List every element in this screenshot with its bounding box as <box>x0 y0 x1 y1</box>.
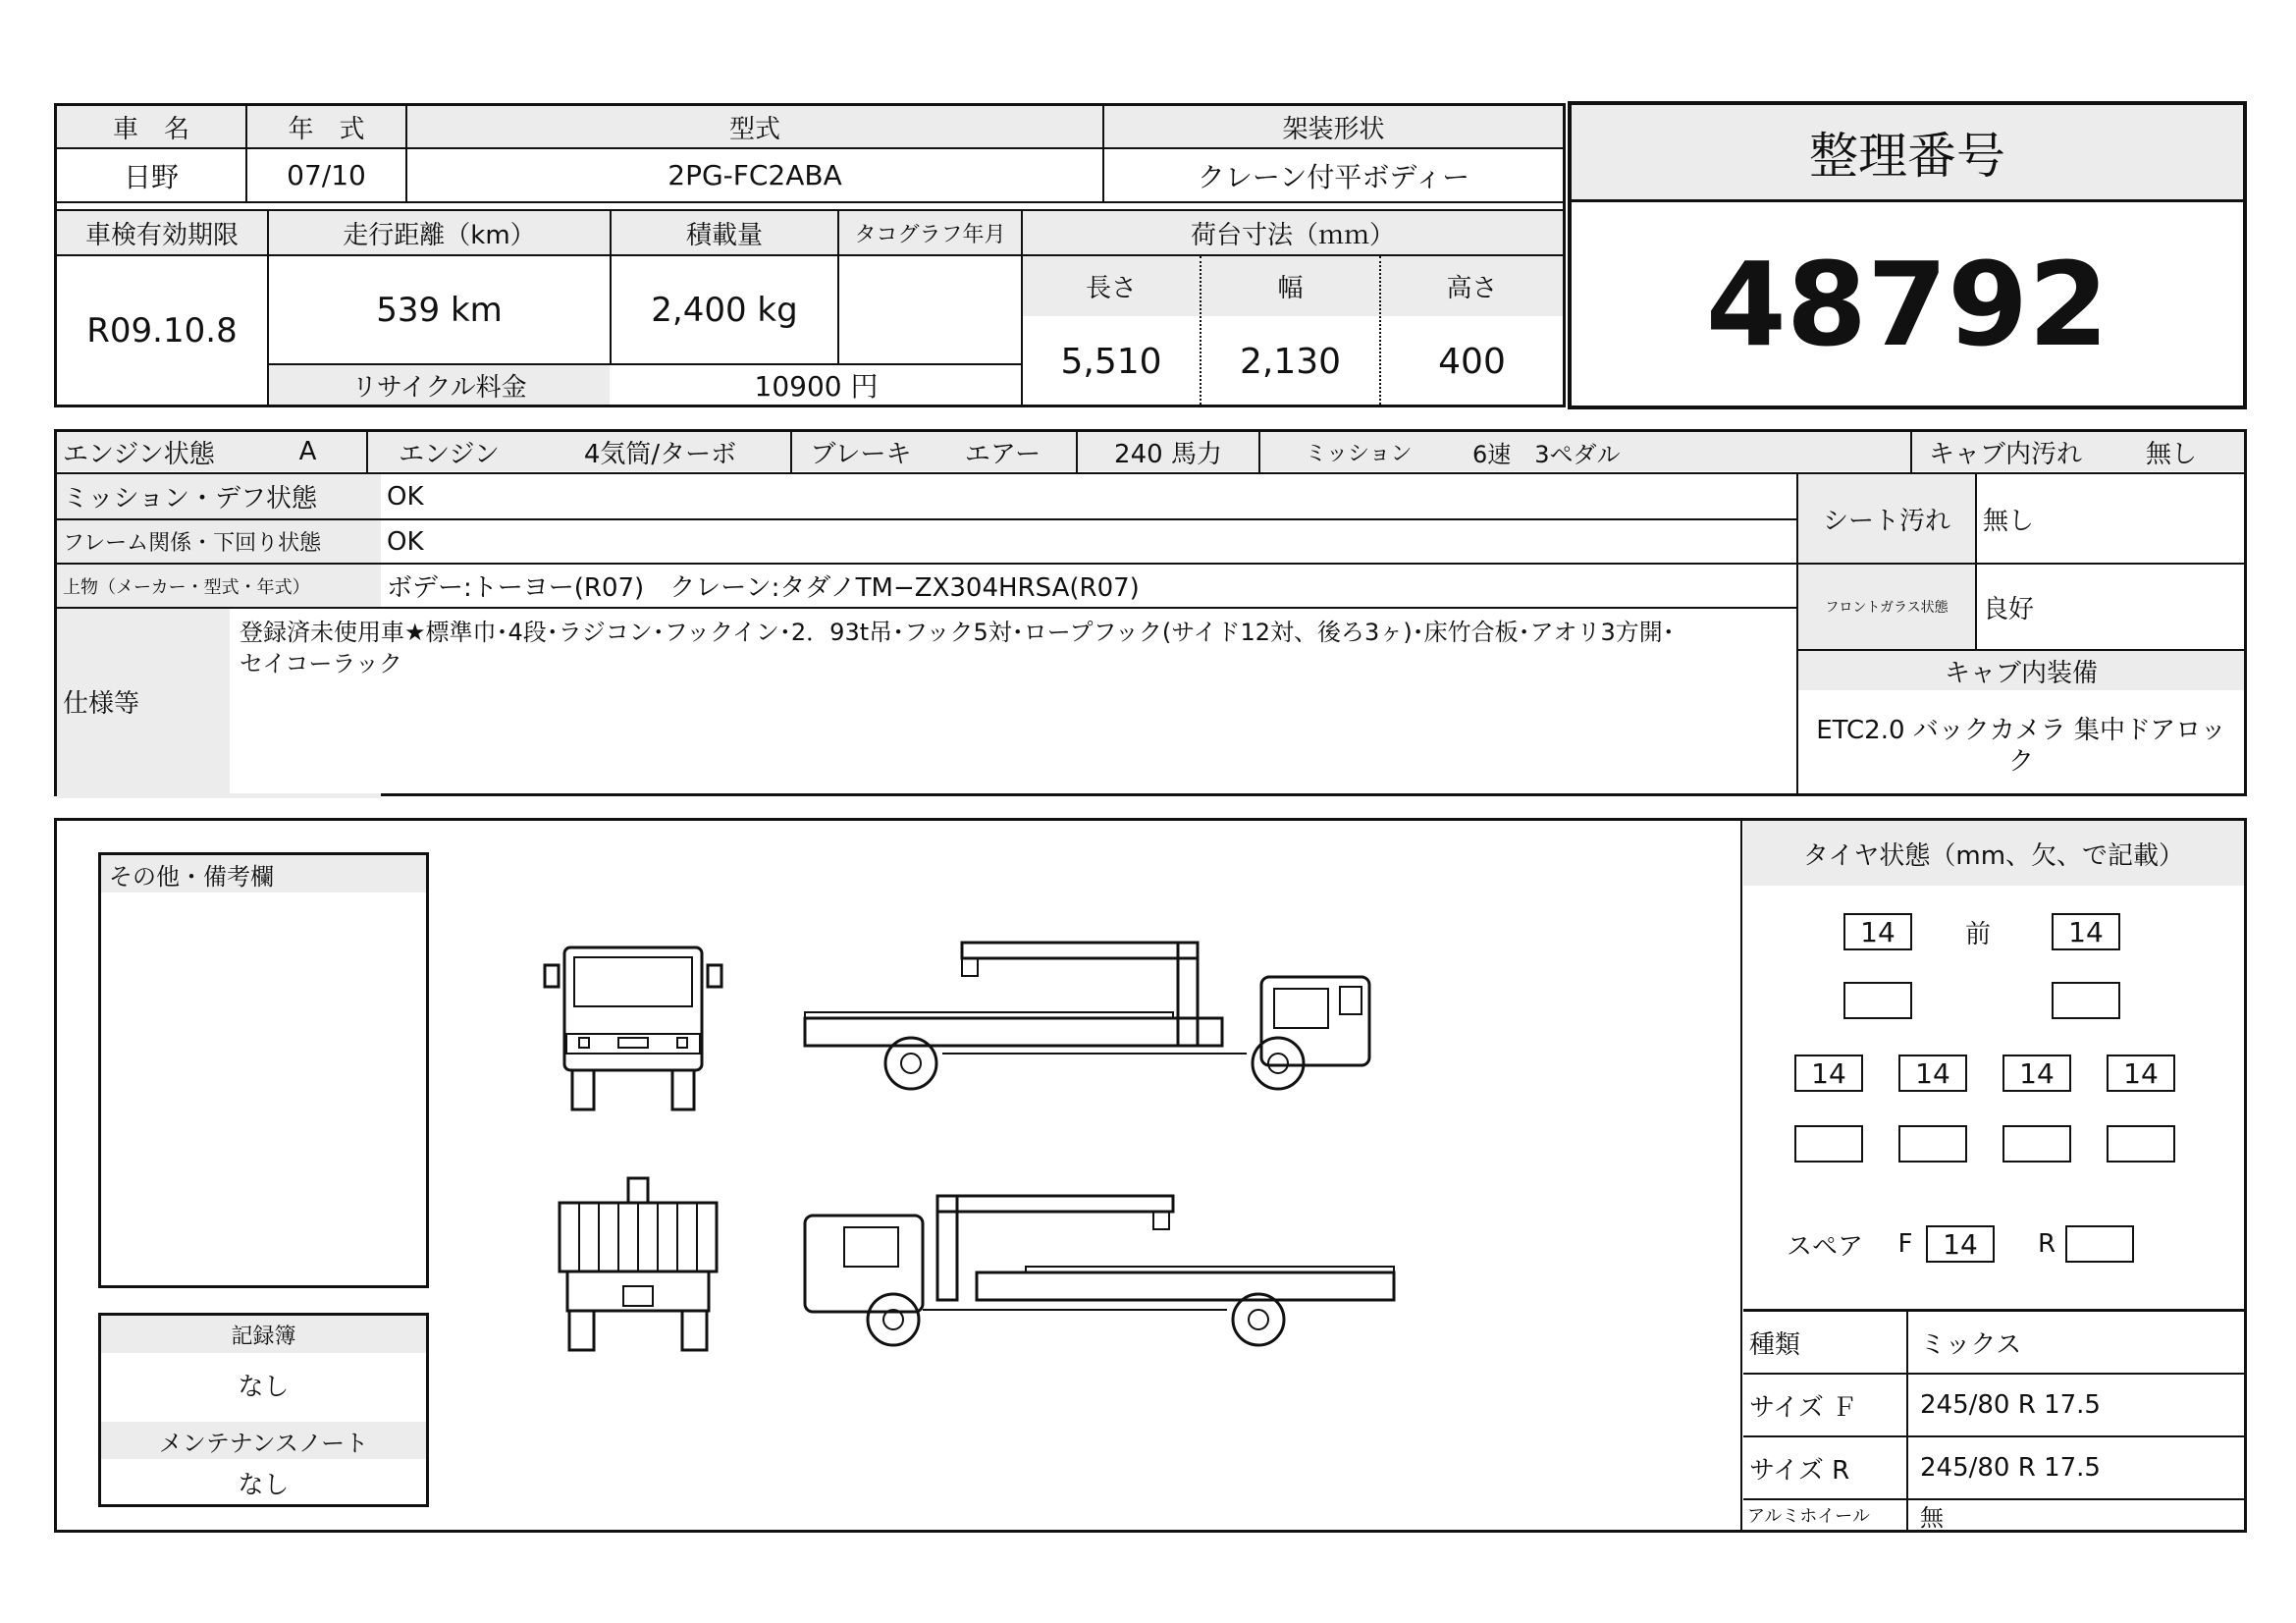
vehicle-body-label: 架装形状 <box>1282 114 1385 144</box>
maint-value: なし <box>238 1470 290 1500</box>
recycle-label: リサイクル料金 <box>351 372 527 403</box>
cab-dirt-label: キャブ内汚れ <box>1928 439 2082 469</box>
tire-type-label: 種類 <box>1749 1329 1801 1360</box>
tire-type-value: ミックス <box>1920 1329 2022 1360</box>
truck-diagram <box>530 923 1414 1384</box>
cargo-height-label: 高さ <box>1446 274 1498 303</box>
tire-rear-3: 14 <box>2002 1055 2071 1092</box>
tire-size-f-value: 245/80 R 17.5 <box>1920 1390 2101 1420</box>
truck-side-view-right-icon <box>805 1196 1394 1345</box>
recycle-value: 10900 円 <box>754 370 879 403</box>
tire-rear-1: 14 <box>1794 1055 1863 1092</box>
mission-def-value: OK <box>387 481 424 512</box>
tire-front-label: 前 <box>1964 919 1991 949</box>
power-value: 240 馬力 <box>1114 439 1222 469</box>
alumi-label: アルミホイール <box>1747 1506 1870 1527</box>
tire-size-r-value: 245/80 R 17.5 <box>1920 1453 2101 1483</box>
brake-label: ブレーキ <box>810 439 912 469</box>
tacho-value <box>839 256 1021 363</box>
vehicle-year-label: 年 式 <box>288 114 365 144</box>
truck-front-view-icon <box>545 947 721 1109</box>
cargo-label: 荷台寸法（ｍｍ） <box>1190 220 1395 250</box>
engine-label: エンジン <box>399 439 500 469</box>
upper-label: 上物（メーカー・型式・年式） <box>63 576 310 598</box>
expiry-label: 車検有効期限 <box>84 220 239 250</box>
engine-state: A <box>298 437 317 466</box>
seat-dirt-label: シート汚れ <box>1822 506 1950 536</box>
management-number: 48792 <box>1705 236 2109 372</box>
upper-value: ボデー:トーヨー(R07) クレーン:タダノTM−ZX304HRSA(R07) <box>387 573 1140 603</box>
record-value: なし <box>238 1372 290 1402</box>
spare-f-value: 14 <box>1926 1225 1995 1263</box>
frame-value: OK <box>387 526 424 557</box>
truck-rear-view-icon <box>560 1178 717 1350</box>
tire-rear-1-b <box>1794 1125 1863 1163</box>
glass-label: フロントガラス状態 <box>1825 600 1949 616</box>
remarks-value <box>108 898 422 1281</box>
cab-equip-label: キャブ内装備 <box>1944 658 2098 688</box>
tire-rear-2: 14 <box>1898 1055 1967 1092</box>
tire-rear-3-b <box>2002 1125 2071 1163</box>
tire-title: タイヤ状態（mm、欠、で記載） <box>1743 821 2244 886</box>
cargo-length-label: 長さ <box>1085 274 1137 303</box>
cargo-height: 400 <box>1438 341 1506 382</box>
seat-dirt-value: 無し <box>1983 506 2035 536</box>
spare-r-value <box>2065 1225 2134 1263</box>
tire-front-right: 14 <box>2052 913 2120 950</box>
expiry-value: R09.10.8 <box>86 310 238 351</box>
cargo-width-label: 幅 <box>1277 274 1304 303</box>
record-label: 記録簿 <box>101 1316 426 1353</box>
load-label: 積載量 <box>685 220 763 250</box>
truck-side-view-left-icon <box>805 943 1369 1089</box>
tire-size-f-label: サイズ Ｆ <box>1749 1392 1858 1423</box>
brake-value: エアー <box>964 439 1041 469</box>
mission-label: ミッション <box>1305 441 1413 466</box>
alumi-value: 無 <box>1920 1503 1944 1532</box>
mileage-label: 走行距離（km） <box>343 220 536 250</box>
vehicle-body: クレーン付平ボディー <box>1197 160 1470 193</box>
vehicle-name-label: 車 名 <box>112 114 189 144</box>
engine-value: 4気筒/ターボ <box>583 439 737 469</box>
tire-rear-4: 14 <box>2107 1055 2175 1092</box>
mission-def-label: ミッション・デフ状態 <box>63 484 317 514</box>
tire-size-r-label: サイズ R <box>1749 1455 1850 1486</box>
maint-label: メンテナンスノート <box>101 1422 426 1459</box>
vehicle-name: 日野 <box>123 160 179 193</box>
vehicle-model: 2PG-FC2ABA <box>667 159 842 191</box>
tire-rear-4-b <box>2107 1125 2175 1163</box>
engine-state-label: エンジン状態 <box>63 439 215 469</box>
cab-equip-line-1: ETC2.0 バックカメラ 集中ドアロッ <box>1816 715 2226 745</box>
spec-line-1: 登録済未使用車★標準巾･4段･ラジコン･フックイン･2．93t吊･フック5対･ロープフック(サイド12対、後ろ3ヶ)･床竹合板･アオリ3方開･ <box>240 619 1675 646</box>
tire-front-right-b <box>2052 982 2120 1019</box>
management-label: 整理番号 <box>1572 105 2243 199</box>
tacho-label: タコグラフ年月 <box>854 222 1006 247</box>
vehicle-year: 07/10 <box>287 159 366 191</box>
cargo-width: 2,130 <box>1239 341 1342 382</box>
spec-label: 仕様等 <box>63 688 140 719</box>
mileage-value: 539 km <box>376 290 503 330</box>
load-value: 2,400 kg <box>651 290 798 330</box>
spare-r-label: R <box>2037 1229 2056 1259</box>
frame-label: フレーム関係・下回り状態 <box>63 531 322 556</box>
tire-rear-2-b <box>1898 1125 1967 1163</box>
cargo-length: 5,510 <box>1060 341 1162 382</box>
cab-equip-line-2: ク <box>2007 746 2034 777</box>
remarks-label: その他・備考欄 <box>101 855 426 893</box>
spare-f-label: F <box>1897 1229 1913 1259</box>
glass-value: 良好 <box>1983 594 2035 624</box>
spec-line-2: セイコーラック <box>240 650 402 677</box>
tire-front-left-b <box>1843 982 1912 1019</box>
spare-label: スペア <box>1787 1231 1864 1262</box>
cab-dirt-value: 無し <box>2145 439 2197 469</box>
tire-front-left: 14 <box>1843 913 1912 950</box>
vehicle-model-label: 型式 <box>728 114 780 144</box>
mission-value: 6速 3ペダル <box>1472 440 1621 468</box>
